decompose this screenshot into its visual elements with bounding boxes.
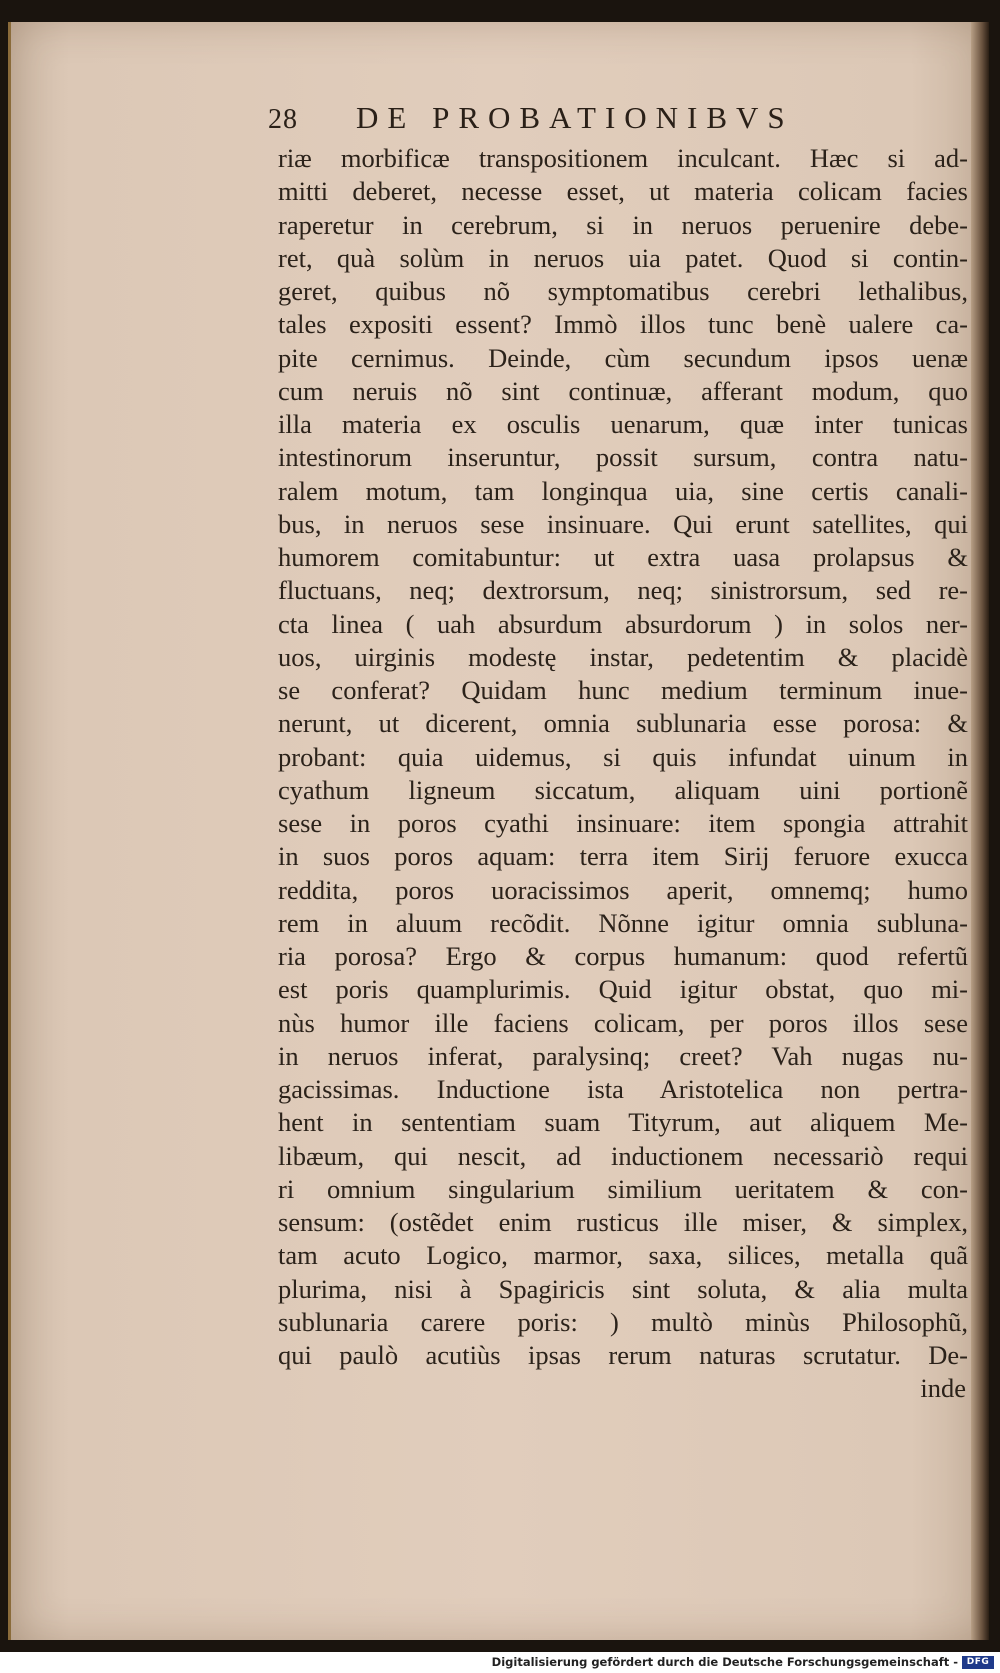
text-line: raperetur in cerebrum, si in neruos peruenire debe- [278,209,968,240]
text-line: humorem comitabuntur: ut extra uasa prolapsus & [278,542,968,572]
text-line: illa materia ex osculis uenarum, quæ inter tunicas [278,409,968,439]
text-line: nùs humor ille faciens colicam, per poros illos sese [278,1007,968,1038]
dfg-logo-icon: DFG [962,1656,994,1669]
catchword-line: inde [920,1373,966,1404]
text-line: nerunt, ut dicerent, omnia sublunaria esse porosa: & [278,708,968,739]
text-line: gacissimas. Inductione ista Aristotelica non pertra- [278,1074,968,1104]
text-line: uos, uirginis modestę instar, pedetentim & placidè [278,641,968,672]
text-line: reddita, poros uoracissimos aperit, omnemq; humo [278,874,968,905]
text-line: intestinorum inseruntur, possit sursum, contra natu- [278,442,968,473]
text-line: cta linea ( uah absurdum absurdorum ) in solos ner- [278,608,968,639]
text-line: riæ morbificæ transpositionem inculcant. Hæc si ad- [278,143,968,173]
text-line: rem in aluum recõdit. Nõnne igitur omnia subluna- [278,907,968,938]
text-line: in suos poros aquam: terra item Sirij feruore exucca [278,841,968,872]
text-line: ri omnium singularium similium ueritatem & con- [278,1173,968,1204]
text-line: est poris quamplurimis. Quid igitur obstat, quo mi- [278,974,968,1005]
text-line: sublunaria carere poris: ) multò minùs Philosophũ, [278,1306,968,1337]
text-line: tales expositi essent? Immò illos tunc benè ualere ca- [278,309,968,340]
text-line: mitti deberet, necesse esset, ut materia colicam facies [278,176,968,207]
text-line: sese in poros cyathi insinuare: item spongia attrahit [278,808,968,838]
text-line: qui paulò acutiùs ipsas rerum naturas scrutatur. De- [278,1340,968,1370]
text-line: pite cernimus. Deinde, cùm secundum ipsos uenæ [278,342,968,373]
text-line: ria porosa? Ergo & corpus humanum: quod refertũ [278,941,968,971]
page-edge [971,22,989,1640]
text-line: ralem motum, tam longinqua uia, sine certis canali- [278,475,968,506]
running-head [268,100,968,140]
funding-credit: Digitalisierung gefördert durch die Deutsche Forschungsgemeinschaft - [491,1655,958,1669]
running-title: DE PROBATIONIBVS [356,100,794,135]
text-line: tam acuto Logico, marmor, saxa, silices, metalla quã [278,1240,968,1271]
text-line: sensum: (ostẽdet enim rusticus ille miser, & simplex, [278,1207,968,1237]
text-line: plurima, nisi à Spagiricis sint soluta, & alia multa [278,1273,968,1304]
text-line: probant: quia uidemus, si quis infundat uinum in [278,741,968,772]
body-text [278,142,968,1406]
text-line: cum neruis nõ sint continuæ, afferant modum, quo [278,375,968,406]
text-line: se conferat? Quidam hunc medium terminum inue- [278,675,968,705]
text-line: bus, in neruos sese insinuare. Qui erunt satellites, qui [278,508,968,539]
text-line: fluctuans, neq; dextrorsum, neq; sinistrorsum, sed re- [278,575,968,606]
text-line: libæum, qui nescit, ad inductionem necessariò requi [278,1140,968,1171]
text-line: ret, quà solùm in neruos uia patet. Quod si contin- [278,242,968,273]
page-number: 28 [268,104,298,135]
text-line: geret, quibus nõ symptomatibus cerebri lethalibus, [278,276,968,306]
footer-bar [0,1652,1000,1673]
text-line: hent in sententiam suam Tityrum, aut aliquem Me- [278,1107,968,1138]
text-line: cyathum ligneum siccatum, aliquam uini portionẽ [278,774,968,805]
text-line: in neruos inferat, paralysinq; creet? Vah nugas nu- [278,1040,968,1071]
